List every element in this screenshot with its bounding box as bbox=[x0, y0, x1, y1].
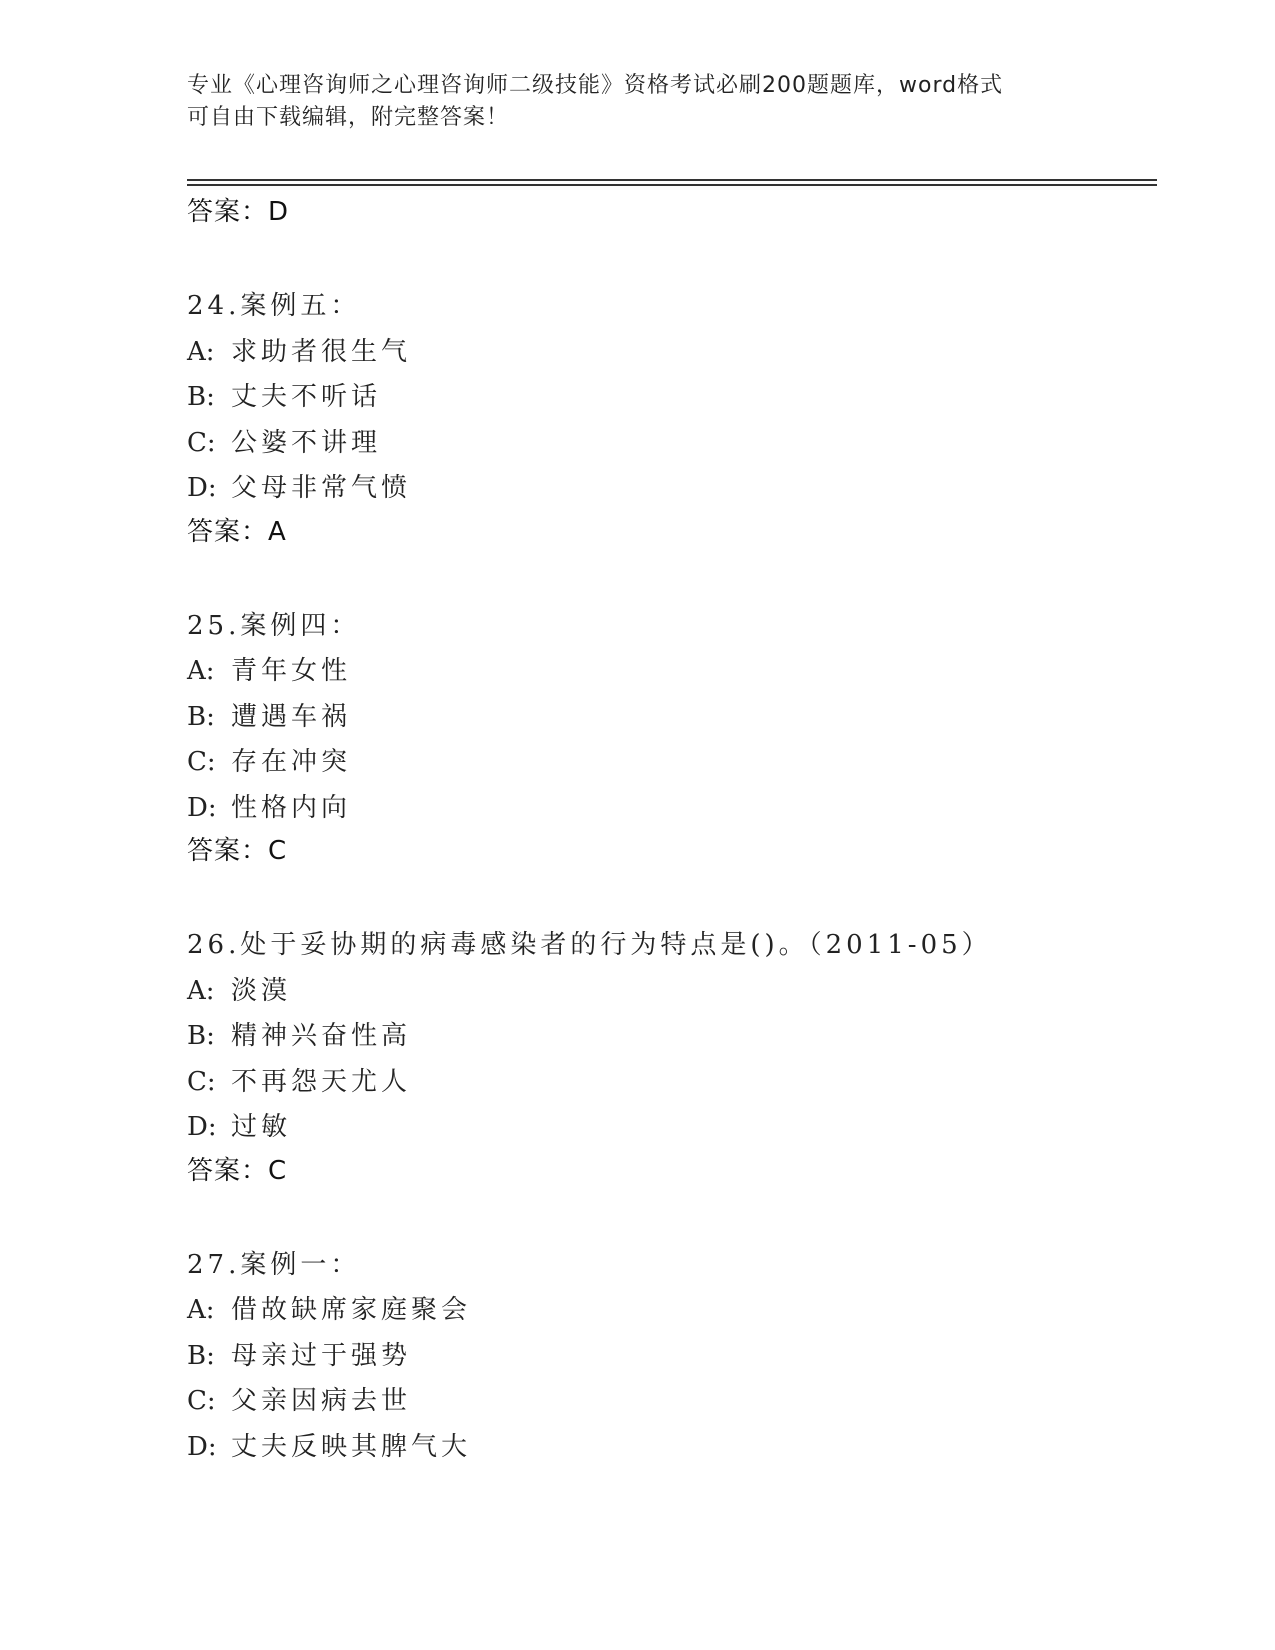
answer-line: 答案：D bbox=[187, 197, 290, 227]
option-row bbox=[187, 1425, 1155, 1471]
option-text: 性格内向 bbox=[231, 792, 352, 823]
option-text: 父亲因病去世 bbox=[231, 1386, 412, 1416]
option-label: D: bbox=[187, 1112, 217, 1142]
option-label: D: bbox=[187, 473, 217, 503]
answer-line: 答案：C bbox=[187, 1155, 288, 1186]
document-header bbox=[187, 70, 1155, 134]
option-row bbox=[187, 695, 1155, 741]
option-label: D: bbox=[187, 1431, 217, 1462]
question-stem: 24.案例五： bbox=[187, 291, 361, 321]
option-text: 精神兴奋性高 bbox=[231, 1021, 412, 1051]
question-block bbox=[187, 1243, 1155, 1471]
option-row bbox=[187, 649, 1155, 695]
option-label: C: bbox=[187, 427, 216, 458]
header-divider-top bbox=[187, 179, 1157, 181]
option-text: 父母非常气愤 bbox=[231, 473, 412, 503]
option-label: C: bbox=[187, 747, 216, 777]
option-label: A: bbox=[187, 975, 215, 1006]
header-line-2: 可自由下载编辑，附完整答案！ bbox=[187, 105, 510, 130]
answer-line: 答案：A bbox=[187, 516, 287, 547]
option-text: 青年女性 bbox=[231, 656, 352, 686]
option-text: 借故缺席家庭聚会 bbox=[231, 1295, 472, 1325]
question-stem: 25.案例四： bbox=[187, 610, 361, 641]
question-stem: 27.案例一： bbox=[187, 1249, 361, 1280]
option-row bbox=[187, 421, 1155, 467]
question-block bbox=[187, 604, 1155, 872]
option-text: 存在冲突 bbox=[231, 747, 352, 777]
option-label: B: bbox=[187, 701, 215, 732]
option-row bbox=[187, 740, 1155, 786]
option-row bbox=[187, 786, 1155, 832]
question-block bbox=[187, 923, 1155, 1191]
header-line-1: 专业《心理咨询师之心理咨询师二级技能》资格考试必刷200题题库，word格式 bbox=[187, 73, 1004, 98]
option-label: A: bbox=[187, 1295, 215, 1325]
option-row bbox=[187, 330, 1155, 376]
option-label: B: bbox=[187, 1340, 215, 1371]
option-label: B: bbox=[187, 1021, 215, 1051]
option-text: 淡漠 bbox=[231, 975, 292, 1006]
option-text: 公婆不讲理 bbox=[231, 427, 382, 458]
option-text: 不再怨天尤人 bbox=[231, 1066, 412, 1097]
option-row bbox=[187, 1334, 1155, 1380]
option-text: 丈夫不听话 bbox=[231, 382, 382, 412]
option-label: A: bbox=[187, 336, 215, 367]
option-label: C: bbox=[187, 1066, 216, 1097]
option-row bbox=[187, 1105, 1155, 1151]
question-block bbox=[187, 284, 1155, 552]
option-row bbox=[187, 1379, 1155, 1425]
header-divider-bottom bbox=[187, 184, 1157, 186]
option-row bbox=[187, 466, 1155, 512]
option-row bbox=[187, 1288, 1155, 1334]
option-row bbox=[187, 1014, 1155, 1060]
option-row bbox=[187, 1060, 1155, 1106]
option-label: C: bbox=[187, 1386, 216, 1416]
option-label: A: bbox=[187, 656, 215, 686]
option-label: D: bbox=[187, 792, 217, 823]
option-text: 丈夫反映其脾气大 bbox=[231, 1431, 472, 1462]
option-text: 母亲过于强势 bbox=[231, 1340, 412, 1371]
option-row bbox=[187, 375, 1155, 421]
question-list bbox=[187, 190, 1155, 1470]
option-label: B: bbox=[187, 382, 215, 412]
option-text: 求助者很生气 bbox=[231, 336, 412, 367]
option-text: 过敏 bbox=[231, 1112, 292, 1142]
option-row bbox=[187, 969, 1155, 1015]
answer-line: 答案：C bbox=[187, 836, 288, 866]
question-stem: 26.处于妥协期的病毒感染者的行为特点是()。（2011-05） bbox=[187, 930, 992, 960]
option-text: 遭遇车祸 bbox=[231, 701, 352, 732]
